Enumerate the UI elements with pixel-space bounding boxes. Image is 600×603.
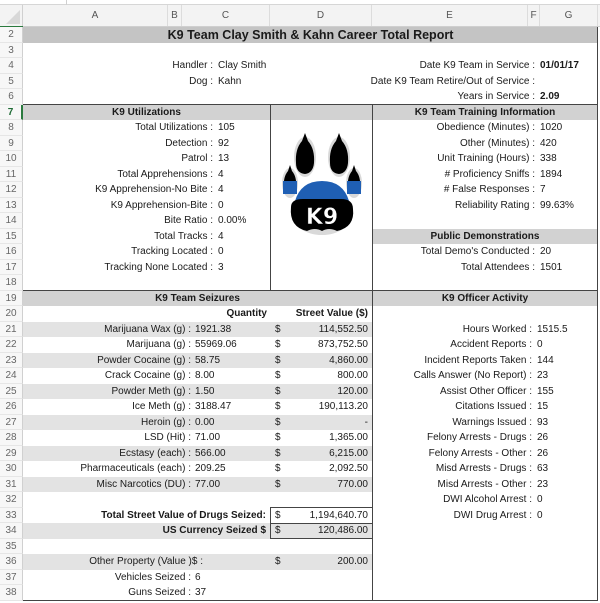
utilization-label: Bite Ratio : [164,215,213,227]
row-header-28[interactable]: 28 [0,430,23,446]
utilization-value[interactable]: 3 [218,261,224,273]
seizure-currency-symbol: $ [275,401,281,413]
row-header-32[interactable]: 32 [0,492,23,508]
seizure-quantity[interactable]: 3188.47 [195,401,232,413]
utilization-label: K9 Apprehension-Bite : [110,199,213,211]
handler-label: Handler : [172,60,213,72]
utilizations-title: K9 Utilizations [23,105,270,121]
seizure-currency-symbol: $ [275,370,281,382]
seizure-label: Marijuana (g) : [126,339,191,351]
us-currency-row [23,523,598,539]
training-label: Unit Training (Hours) : [437,153,535,165]
row-header-7[interactable]: 7 [0,105,23,121]
column-header-bar [0,5,600,27]
seizure-currency-symbol: $ [275,432,281,444]
row-header-13[interactable]: 13 [0,198,23,214]
seizure-quantity[interactable]: 71.00 [195,432,221,444]
training-label: # False Responses : [443,184,535,196]
seizure-currency-symbol: $ [275,323,281,335]
seizure-street-value[interactable]: 873,752.50 [317,339,368,351]
guns-row [23,585,598,601]
row-header-3[interactable]: 3 [0,43,23,59]
utilization-label: Patrol : [181,153,213,165]
years-label: Years in Service : [457,91,535,103]
training-value[interactable]: 420 [540,137,557,149]
officer-activity-value[interactable]: 144 [537,354,554,366]
officer-activity-value[interactable]: 1515.5 [537,323,568,335]
row-header-9[interactable]: 9 [0,136,23,152]
vehicles-label: Vehicles Seized : [114,571,191,583]
border-right-panel [372,104,373,601]
row-header-30[interactable]: 30 [0,461,23,477]
seizure-quantity[interactable]: 566.00 [195,447,226,459]
seizure-label: Powder Meth (g) : [111,385,191,397]
utilization-value[interactable]: 0 [218,246,224,258]
seizure-currency-symbol: $ [275,416,281,428]
training-value[interactable]: 7 [540,184,546,196]
total-street-value-label: Total Street Value of Drugs Seized: [101,509,266,521]
column-header-b[interactable]: B [168,5,182,26]
row-header-31[interactable]: 31 [0,477,23,493]
training-value[interactable]: 99.63% [540,199,574,211]
seizure-quantity[interactable]: 8.00 [195,370,215,382]
utilization-value[interactable]: 92 [218,137,230,149]
utilization-value[interactable]: 0 [218,199,224,211]
dog-label: Dog : [189,75,213,87]
seizure-label: Ecstasy (each) : [119,447,191,459]
demonstration-value[interactable]: 1501 [540,261,563,273]
officer-activity-label: Calls Answer (No Report) : [413,370,532,382]
row-header-33[interactable]: 33 [0,508,23,524]
seizure-street-value[interactable]: 4,860.00 [329,354,368,366]
row-header-37[interactable]: 37 [0,570,23,586]
utilization-label: Total Apprehensions : [117,168,213,180]
officer-activity-row [23,399,598,415]
officer-activity-value[interactable]: 23 [537,478,549,490]
officer-activity-value[interactable]: 0 [537,494,543,506]
demonstration-label: Total Demo's Conducted : [420,246,535,258]
vehicles-row [23,570,598,586]
column-header-a[interactable]: A [23,5,168,26]
years-value[interactable]: 2.09 [540,91,560,103]
seizure-street-value[interactable]: 1,365.00 [329,432,368,444]
demonstration-row [23,260,598,276]
seizure-street-value[interactable]: 6,215.00 [329,447,368,459]
officer-activity-label: Felony Arrests - Other : [428,447,532,459]
dog-value[interactable]: Kahn [218,75,242,87]
seizure-label: Pharmaceuticals (each) : [80,463,191,475]
seizure-label: Misc Narcotics (DU) : [96,478,191,490]
officer-activity-row [23,446,598,462]
total-currency-symbol: $ [275,509,281,521]
row-header-34[interactable]: 34 [0,523,23,539]
row-header-36[interactable]: 36 [0,554,23,570]
outer-border-bottom [23,600,598,601]
training-value[interactable]: 1894 [540,168,563,180]
other-property-row [23,554,598,570]
officer-activity-label: DWI Alcohol Arrest : [443,494,532,506]
seizure-quantity[interactable]: 0.00 [195,416,215,428]
officer-activity-label: Incident Reports Taken : [424,354,532,366]
street-value-header: Street Value ($) [295,308,368,320]
other-property-currency-symbol: $ [275,556,281,568]
guns-value[interactable]: 37 [195,587,207,599]
row-header-18[interactable]: 18 [0,275,23,291]
row-header-2[interactable]: 2 [0,27,23,43]
demonstration-label: Total Attendees : [461,261,535,273]
officer-activity-row [23,492,598,508]
other-property-value[interactable]: 200.00 [337,556,368,568]
row-header-23[interactable]: 23 [0,353,23,369]
utilization-label: Tracking None Located : [104,261,213,273]
column-header-d[interactable]: D [270,5,372,26]
utilization-value[interactable]: 13 [218,153,230,165]
demonstration-value[interactable]: 20 [540,246,552,258]
officer-activity-row [23,430,598,446]
training-value[interactable]: 1020 [540,122,563,134]
seizure-quantity[interactable]: 1921.38 [195,323,232,335]
row-header-22[interactable]: 22 [0,337,23,353]
seizure-street-value[interactable]: 770.00 [337,478,368,490]
utilization-label: Total Utilizations : [135,122,213,134]
officer-activity-row [23,384,598,400]
seizure-currency-symbol: $ [275,354,281,366]
total-street-value-row [23,508,598,524]
seizure-street-value[interactable]: - [364,416,368,428]
officer-activity-row [23,461,598,477]
demonstrations-title: Public Demonstrations [372,229,598,245]
border-row7-top [23,104,598,105]
officer-activity-value[interactable]: 0 [537,509,543,521]
seizure-quantity[interactable]: 58.75 [195,354,221,366]
seizures-title: K9 Team Seizures [23,291,372,307]
row-header-21[interactable]: 21 [0,322,23,338]
officer-activity-label: DWI Drug Arrest : [453,509,532,521]
row-header-35[interactable]: 35 [0,539,23,555]
total-street-value[interactable]: 1,194,640.70 [309,509,368,521]
row-header-27[interactable]: 27 [0,415,23,431]
logo-header-cell [270,105,372,121]
officer-activity-value[interactable]: 26 [537,432,549,444]
spreadsheet-grid [23,27,600,603]
seizure-street-value[interactable]: 114,552.50 [318,323,368,335]
retire-date-label: Date K9 Team Retire/Out of Service : [370,75,535,87]
row-header-8[interactable]: 8 [0,120,23,136]
row-header-11[interactable]: 11 [0,167,23,183]
row-header-20[interactable]: 20 [0,306,23,322]
seizure-quantity[interactable]: 55969.06 [195,339,237,351]
officer-activity-value[interactable]: 155 [537,385,554,397]
vehicles-value[interactable]: 6 [195,571,201,583]
officer-activity-title: K9 Officer Activity [372,291,598,307]
report-title: K9 Team Clay Smith & Kahn Career Total Report [167,28,454,42]
handler-row [23,58,598,74]
column-header-e[interactable]: E [372,5,528,26]
svg-text:K9: K9 [305,205,339,230]
seizure-label: LSD (Hit) : [144,432,191,444]
training-label: Other (Minutes) : [459,137,535,149]
officer-activity-value[interactable]: 15 [537,401,549,413]
officer-activity-label: Misd Arrests - Other : [437,478,532,490]
officer-activity-label: Assist Other Officer : [439,385,532,397]
seizure-quantity[interactable]: 209.25 [195,463,226,475]
officer-activity-label: Citations Issued : [455,401,532,413]
report-title-row [23,27,598,43]
row-header-15[interactable]: 15 [0,229,23,245]
us-currency-symbol: $ [270,523,289,539]
row-header-19[interactable]: 19 [0,291,23,307]
row-header-24[interactable]: 24 [0,368,23,384]
officer-activity-label: Misd Arrests - Drugs : [435,463,532,475]
row-header-10[interactable]: 10 [0,151,23,167]
select-all-corner[interactable] [0,5,23,26]
service-date-label: Date K9 Team in Service : [419,60,535,72]
officer-activity-row [23,415,598,431]
guns-label: Guns Seized : [128,587,191,599]
outer-border-right [597,27,598,601]
us-currency-label: US Currency Seized $ [23,523,270,539]
row-header-25[interactable]: 25 [0,384,23,400]
border-row19-top [23,290,598,291]
officer-activity-label: Warnings Issued : [452,416,532,428]
seizure-quantity[interactable]: 77.00 [195,478,221,490]
row-header-17[interactable]: 17 [0,260,23,276]
seizure-currency-symbol: $ [275,339,281,351]
section-header-row-2 [23,291,598,307]
row-header-14[interactable]: 14 [0,213,23,229]
officer-activity-value[interactable]: 23 [537,370,549,382]
border-logo-left [270,104,271,290]
officer-activity-row [23,353,598,369]
officer-activity-value[interactable]: 63 [537,463,549,475]
officer-activity-row [23,337,598,353]
row-header-5[interactable]: 5 [0,74,23,90]
column-header-g[interactable]: G [540,5,598,26]
seizure-currency-symbol: $ [275,463,281,475]
seizure-label: Heroin (g) : [140,416,191,428]
k9-paw-logo-icon [281,127,363,239]
training-title: K9 Team Training Information [372,105,598,121]
seizure-label: Powder Cocaine (g) : [97,354,191,366]
training-label: Reliability Rating : [454,199,535,211]
row-header-29[interactable]: 29 [0,446,23,462]
officer-activity-row [23,368,598,384]
seizure-street-value[interactable]: 800.00 [337,370,368,382]
training-label: # Proficiency Sniffs : [444,168,535,180]
section-header-row-1 [23,105,598,121]
utilization-value[interactable]: 105 [218,122,235,134]
officer-activity-value[interactable]: 93 [537,416,549,428]
utilization-label: Total Tracks : [154,230,213,242]
utilization-value[interactable]: 0.00% [218,215,247,227]
officer-activity-row [23,477,598,493]
retire-date-value[interactable] [540,74,598,90]
seizure-label: Marijuana Wax (g) : [104,323,191,335]
seizure-street-value[interactable]: 120.00 [337,385,368,397]
column-header-f[interactable]: F [528,5,540,26]
seizure-street-value[interactable]: 2,092.50 [329,463,368,475]
seizure-label: Crack Cocaine (g) : [104,370,191,382]
row-header-6[interactable]: 6 [0,89,23,105]
seizure-street-value[interactable]: 190,113.20 [318,401,368,413]
officer-activity-label: Accident Reports : [450,339,532,351]
quantity-header: Quantity [226,308,267,320]
years-row [23,89,598,105]
column-header-c[interactable]: C [182,5,270,26]
service-date-value[interactable]: 01/01/17 [540,60,579,72]
handler-value[interactable]: Clay Smith [218,60,267,72]
other-property-label: Other Property (Value )$ : [89,556,203,568]
training-value[interactable]: 338 [540,153,557,165]
row-header-16[interactable]: 16 [0,244,23,260]
officer-activity-row [23,322,598,338]
dog-row [23,74,598,90]
seizure-currency-symbol: $ [275,478,281,490]
utilization-value[interactable]: 4 [218,184,224,196]
utilization-value[interactable]: 4 [218,168,224,180]
row-header-26[interactable]: 26 [0,399,23,415]
training-label: Obedience (Minutes) : [436,122,535,134]
seizure-quantity[interactable]: 1.50 [195,385,215,397]
officer-activity-label: Hours Worked : [462,323,532,335]
utilization-label: Tracking Located : [131,246,213,258]
us-currency-value[interactable]: 120,486.00 [289,523,372,539]
seizure-currency-symbol: $ [275,385,281,397]
officer-activity-value[interactable]: 0 [537,339,543,351]
demonstration-row [23,244,598,260]
seizure-currency-symbol: $ [275,447,281,459]
officer-activity-value[interactable]: 26 [537,447,549,459]
row-header-38[interactable]: 38 [0,585,23,601]
row-header-12[interactable]: 12 [0,182,23,198]
row-header-4[interactable]: 4 [0,58,23,74]
officer-activity-label: Felony Arrests - Drugs : [426,432,532,444]
utilization-label: K9 Apprehension-No Bite : [95,184,213,196]
utilization-value[interactable]: 4 [218,230,224,242]
seizure-label: Ice Meth (g) : [132,401,191,413]
utilization-label: Detection : [165,137,213,149]
seizures-column-headers [23,306,598,322]
